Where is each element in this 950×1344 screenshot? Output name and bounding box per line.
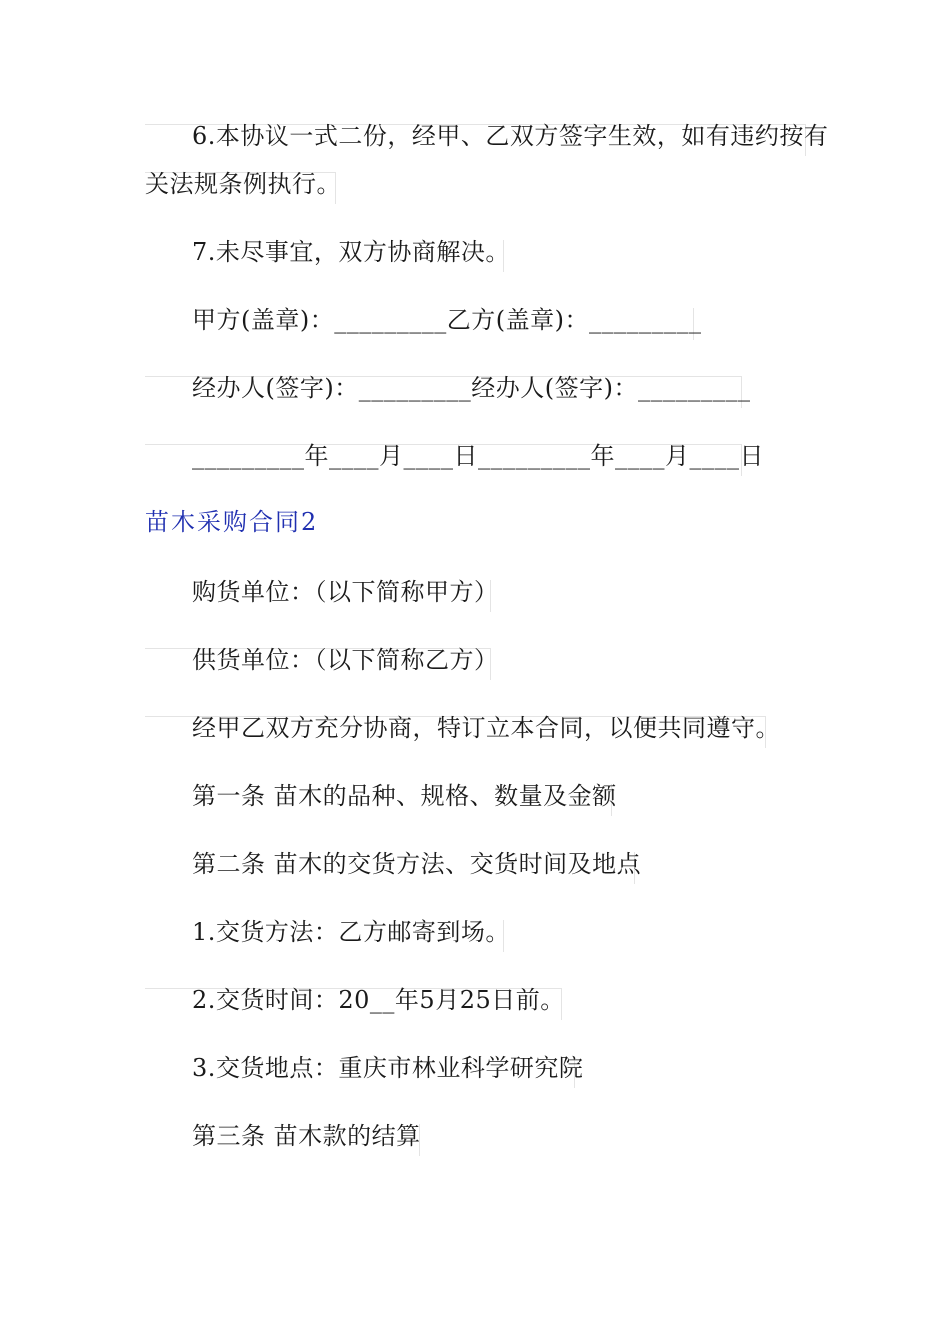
contract-2-title: 苗木采购合同2 — [145, 508, 319, 536]
seal-line: 甲方(盖章)：_________乙方(盖章)：_________ — [192, 306, 702, 334]
clause-6-line-1: 6.本协议一式二份，经甲、乙双方签字生效，如有违约按有 — [192, 122, 829, 150]
delivery-time: 2.交货时间：20__年5月25日前。 — [192, 986, 565, 1014]
article-3: 第三条 苗木款的结算 — [192, 1122, 421, 1150]
delivery-place: 3.交货地点：重庆市林业科学研究院 — [192, 1054, 584, 1082]
clause-6-line-2: 关法规条例执行。 — [145, 170, 341, 198]
preamble: 经甲乙双方充分协商，特订立本合同，以便共同遵守。 — [192, 714, 780, 742]
article-1: 第一条 苗木的品种、规格、数量及金额 — [192, 782, 617, 810]
clause-7: 7.未尽事宜，双方协商解决。 — [192, 238, 510, 266]
signer-line: 经办人(签字)：_________经办人(签字)：_________ — [192, 374, 751, 402]
buyer-line: 购货单位：（以下简称甲方） — [192, 578, 499, 606]
date-line: _________年____月____日_________年____月____日 — [192, 442, 764, 470]
supplier-line: 供货单位：（以下简称乙方） — [192, 646, 499, 674]
delivery-method: 1.交货方法：乙方邮寄到场。 — [192, 918, 510, 946]
article-2: 第二条 苗木的交货方法、交货时间及地点 — [192, 850, 642, 878]
